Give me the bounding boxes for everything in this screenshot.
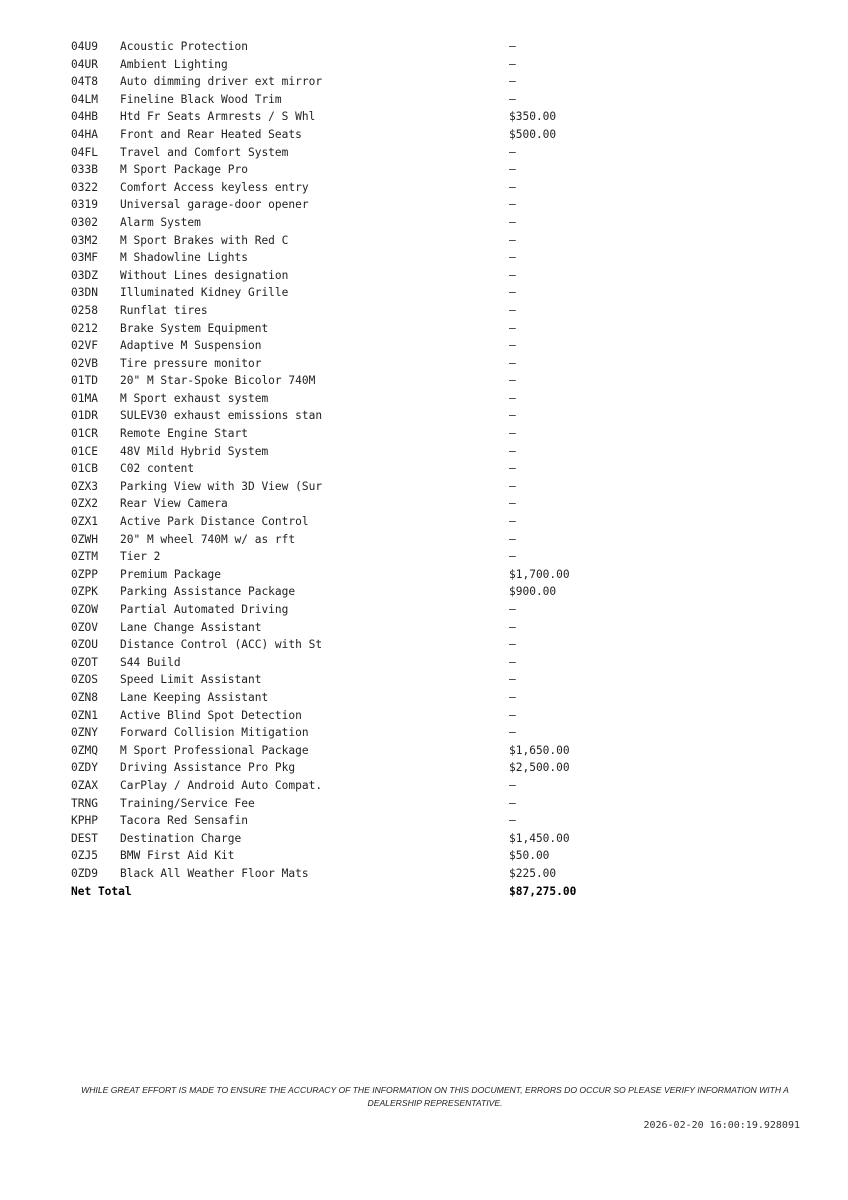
option-row [71, 196, 619, 214]
option-price: — [509, 215, 516, 229]
option-row [71, 865, 619, 883]
option-price: — [509, 321, 516, 335]
option-description: Parking View with 3D View (Sur [120, 479, 323, 493]
option-code: 02VF [71, 339, 98, 353]
option-row [71, 531, 619, 549]
option-price: — [509, 374, 516, 388]
option-row [71, 425, 619, 443]
option-code: 0319 [71, 198, 98, 212]
option-description: SULEV30 exhaust emissions stan [120, 409, 323, 423]
option-price: $225.00 [509, 866, 557, 880]
option-row [71, 372, 619, 390]
option-code: 01CB [71, 462, 98, 476]
option-description: Acoustic Protection [120, 40, 248, 53]
option-description: Remote Engine Start [120, 427, 248, 441]
option-price: — [509, 145, 516, 159]
option-price: — [509, 409, 516, 423]
option-price: — [509, 251, 516, 265]
option-row [71, 73, 619, 91]
option-description: Tier 2 [120, 550, 161, 564]
option-code: 0ZNY [71, 726, 98, 740]
options-table [71, 38, 619, 900]
option-description: Destination Charge [120, 831, 242, 845]
option-code: 0ZOU [71, 638, 98, 652]
option-code: 02VB [71, 356, 98, 370]
option-row [71, 161, 619, 179]
option-description: Speed Limit Assistant [120, 673, 262, 687]
option-description: Lane Change Assistant [120, 620, 262, 634]
option-description: M Sport exhaust system [120, 391, 269, 405]
option-description: Training/Service Fee [120, 796, 255, 810]
option-code: 0ZX2 [71, 497, 98, 511]
option-description: Runflat tires [120, 303, 208, 317]
option-description: Comfort Access keyless entry [120, 180, 309, 194]
option-price: $1,450.00 [509, 831, 570, 845]
option-row [71, 812, 619, 830]
option-price: $900.00 [509, 585, 557, 599]
option-price: — [509, 690, 516, 704]
option-row [71, 407, 619, 425]
option-price: — [509, 92, 516, 106]
option-description: M Sport Professional Package [120, 743, 309, 757]
option-description: Brake System Equipment [120, 321, 269, 335]
option-description: Rear View Camera [120, 497, 228, 511]
option-description: Tire pressure monitor [120, 356, 262, 370]
option-code: KPHP [71, 814, 98, 828]
option-row [71, 249, 619, 267]
option-row [71, 337, 619, 355]
option-code: 04FL [71, 145, 98, 159]
option-description: Premium Package [120, 567, 222, 581]
option-row [71, 742, 619, 760]
option-row [71, 91, 619, 109]
option-price: — [509, 427, 516, 441]
option-price: — [509, 444, 516, 458]
option-price: — [509, 268, 516, 282]
option-code: 0ZD9 [71, 866, 98, 880]
option-price: — [509, 233, 516, 247]
option-row [71, 619, 619, 637]
option-description: Htd Fr Seats Armrests / S Whl [120, 110, 316, 124]
option-description: Tacora Red Sensafin [120, 814, 248, 828]
option-code: 0212 [71, 321, 98, 335]
option-row [71, 460, 619, 478]
option-price: — [509, 814, 516, 828]
option-code: 03M2 [71, 233, 98, 247]
option-price: $50.00 [509, 849, 550, 863]
option-price: — [509, 40, 516, 53]
option-row [71, 302, 619, 320]
option-code: 0ZOV [71, 620, 98, 634]
option-code: 0ZX3 [71, 479, 98, 493]
option-code: 01TD [71, 374, 98, 388]
option-row [71, 478, 619, 496]
option-code: 01DR [71, 409, 98, 423]
option-price: — [509, 638, 516, 652]
option-row [71, 232, 619, 250]
option-description: Auto dimming driver ext mirror [120, 75, 323, 89]
option-price: — [509, 778, 516, 792]
option-code: 033B [71, 163, 98, 177]
option-row [71, 671, 619, 689]
option-row [71, 126, 619, 144]
option-code: 03MF [71, 251, 98, 265]
option-price: $350.00 [509, 110, 557, 124]
option-description: Travel and Comfort System [120, 145, 289, 159]
option-description: Ambient Lighting [120, 57, 228, 71]
option-price: — [509, 532, 516, 546]
option-price: — [509, 515, 516, 529]
option-code: 0ZOW [71, 603, 98, 616]
option-price: — [509, 303, 516, 317]
option-description: M Sport Package Pro [120, 163, 248, 177]
option-description: Black All Weather Floor Mats [120, 866, 309, 880]
option-row [71, 795, 619, 813]
option-code: 0ZN8 [71, 690, 98, 704]
option-row [71, 214, 619, 232]
option-description: Parking Assistance Package [120, 585, 296, 599]
option-row [71, 390, 619, 408]
option-row [71, 707, 619, 725]
option-code: DEST [71, 831, 98, 845]
option-row [71, 689, 619, 707]
option-code: 04UR [71, 57, 98, 71]
option-row [71, 179, 619, 197]
option-code: 0ZOT [71, 655, 98, 669]
option-code: 0ZWH [71, 532, 98, 546]
option-code: 0322 [71, 180, 98, 194]
option-price: — [509, 655, 516, 669]
option-code: 0ZOS [71, 673, 98, 687]
option-row [71, 548, 619, 566]
net-total-value: $87,275.00 [509, 884, 577, 898]
option-description: Universal garage-door opener [120, 198, 309, 212]
option-code: 0ZDY [71, 761, 98, 775]
option-row [71, 56, 619, 74]
option-price: — [509, 550, 516, 564]
option-price: — [509, 356, 516, 370]
option-price: $1,700.00 [509, 567, 570, 581]
option-code: 04HA [71, 127, 98, 141]
option-description: 20" M Star-Spoke Bicolor 740M [120, 374, 316, 388]
option-price: — [509, 57, 516, 71]
option-description: Forward Collision Mitigation [120, 726, 309, 740]
option-code: 0ZPP [71, 567, 98, 581]
option-description: BMW First Aid Kit [120, 849, 235, 863]
option-price: — [509, 462, 516, 476]
option-price: — [509, 726, 516, 740]
option-description: Driving Assistance Pro Pkg [120, 761, 296, 775]
option-description: Illuminated Kidney Grille [120, 286, 289, 300]
option-price: $1,650.00 [509, 743, 570, 757]
option-price: — [509, 603, 516, 616]
option-description: Adaptive M Suspension [120, 339, 262, 353]
option-code: 0ZJ5 [71, 849, 98, 863]
option-code: 0ZMQ [71, 743, 98, 757]
option-code: 0ZPK [71, 585, 98, 599]
option-description: Without Lines designation [120, 268, 289, 282]
option-price: — [509, 391, 516, 405]
option-row [71, 847, 619, 865]
option-code: 03DZ [71, 268, 98, 282]
option-row [71, 144, 619, 162]
option-code: 01CR [71, 427, 98, 441]
option-code: 0ZTM [71, 550, 98, 564]
option-price: — [509, 620, 516, 634]
option-row [71, 566, 619, 584]
net-total-row [71, 883, 619, 901]
option-code: 0258 [71, 303, 98, 317]
option-price: $500.00 [509, 127, 557, 141]
option-code: 04LM [71, 92, 98, 106]
option-row [71, 38, 619, 56]
option-row [71, 495, 619, 513]
option-price: $2,500.00 [509, 761, 570, 775]
option-description: M Sport Brakes with Red C [120, 233, 289, 247]
option-description: C02 content [120, 462, 195, 476]
option-description: Distance Control (ACC) with St [120, 638, 323, 652]
option-code: 01MA [71, 391, 98, 405]
option-price: — [509, 339, 516, 353]
options-table-body [71, 38, 619, 883]
option-row [71, 759, 619, 777]
option-price: — [509, 497, 516, 511]
option-description: Active Blind Spot Detection [120, 708, 302, 722]
option-description: Partial Automated Driving [120, 603, 289, 616]
option-description: Fineline Black Wood Trim [120, 92, 282, 106]
option-description: 20" M wheel 740M w/ as rft [120, 532, 296, 546]
option-description: Lane Keeping Assistant [120, 690, 269, 704]
option-price: — [509, 198, 516, 212]
option-price: — [509, 673, 516, 687]
net-total-label: Net Total [71, 884, 132, 898]
option-row [71, 636, 619, 654]
option-price: — [509, 796, 516, 810]
option-description: CarPlay / Android Auto Compat. [120, 778, 323, 792]
option-row [71, 513, 619, 531]
option-row [71, 830, 619, 848]
option-code: 01CE [71, 444, 98, 458]
option-code: 0ZX1 [71, 515, 98, 529]
option-code: 0ZN1 [71, 708, 98, 722]
option-row [71, 724, 619, 742]
print-timestamp: 2026-02-20 16:00:19.928091 [643, 1120, 800, 1131]
disclaimer-text: WHILE GREAT EFFORT IS MADE TO ENSURE THE ACCURACY OF THE INFORMATION ON THIS DOCUMENT, ERRORS DO OCCUR SO PLEASE VERIFY INFORMATION WITH A DEALERSHIP REPRESENTATIVE. [81, 1085, 789, 1108]
option-description: Active Park Distance Control [120, 515, 309, 529]
option-price: — [509, 180, 516, 194]
option-row [71, 267, 619, 285]
option-code: 0ZAX [71, 778, 98, 792]
option-row [71, 777, 619, 795]
option-price: — [509, 286, 516, 300]
option-code: 04U9 [71, 40, 98, 53]
option-price: — [509, 163, 516, 177]
option-row [71, 284, 619, 302]
option-description: Alarm System [120, 215, 201, 229]
option-price: — [509, 479, 516, 493]
option-price: — [509, 75, 516, 89]
option-code: 03DN [71, 286, 98, 300]
option-description: M Shadowline Lights [120, 251, 248, 265]
option-description: 48V Mild Hybrid System [120, 444, 269, 458]
option-row [71, 443, 619, 461]
option-row [71, 320, 619, 338]
option-row [71, 601, 619, 619]
option-code: 04T8 [71, 75, 98, 89]
option-code: 0302 [71, 215, 98, 229]
option-description: Front and Rear Heated Seats [120, 127, 302, 141]
option-row [71, 108, 619, 126]
option-code: TRNG [71, 796, 98, 810]
option-row [71, 355, 619, 373]
option-row [71, 583, 619, 601]
option-code: 04HB [71, 110, 98, 124]
option-row [71, 654, 619, 672]
option-price: — [509, 708, 516, 722]
option-description: S44 Build [120, 655, 181, 669]
